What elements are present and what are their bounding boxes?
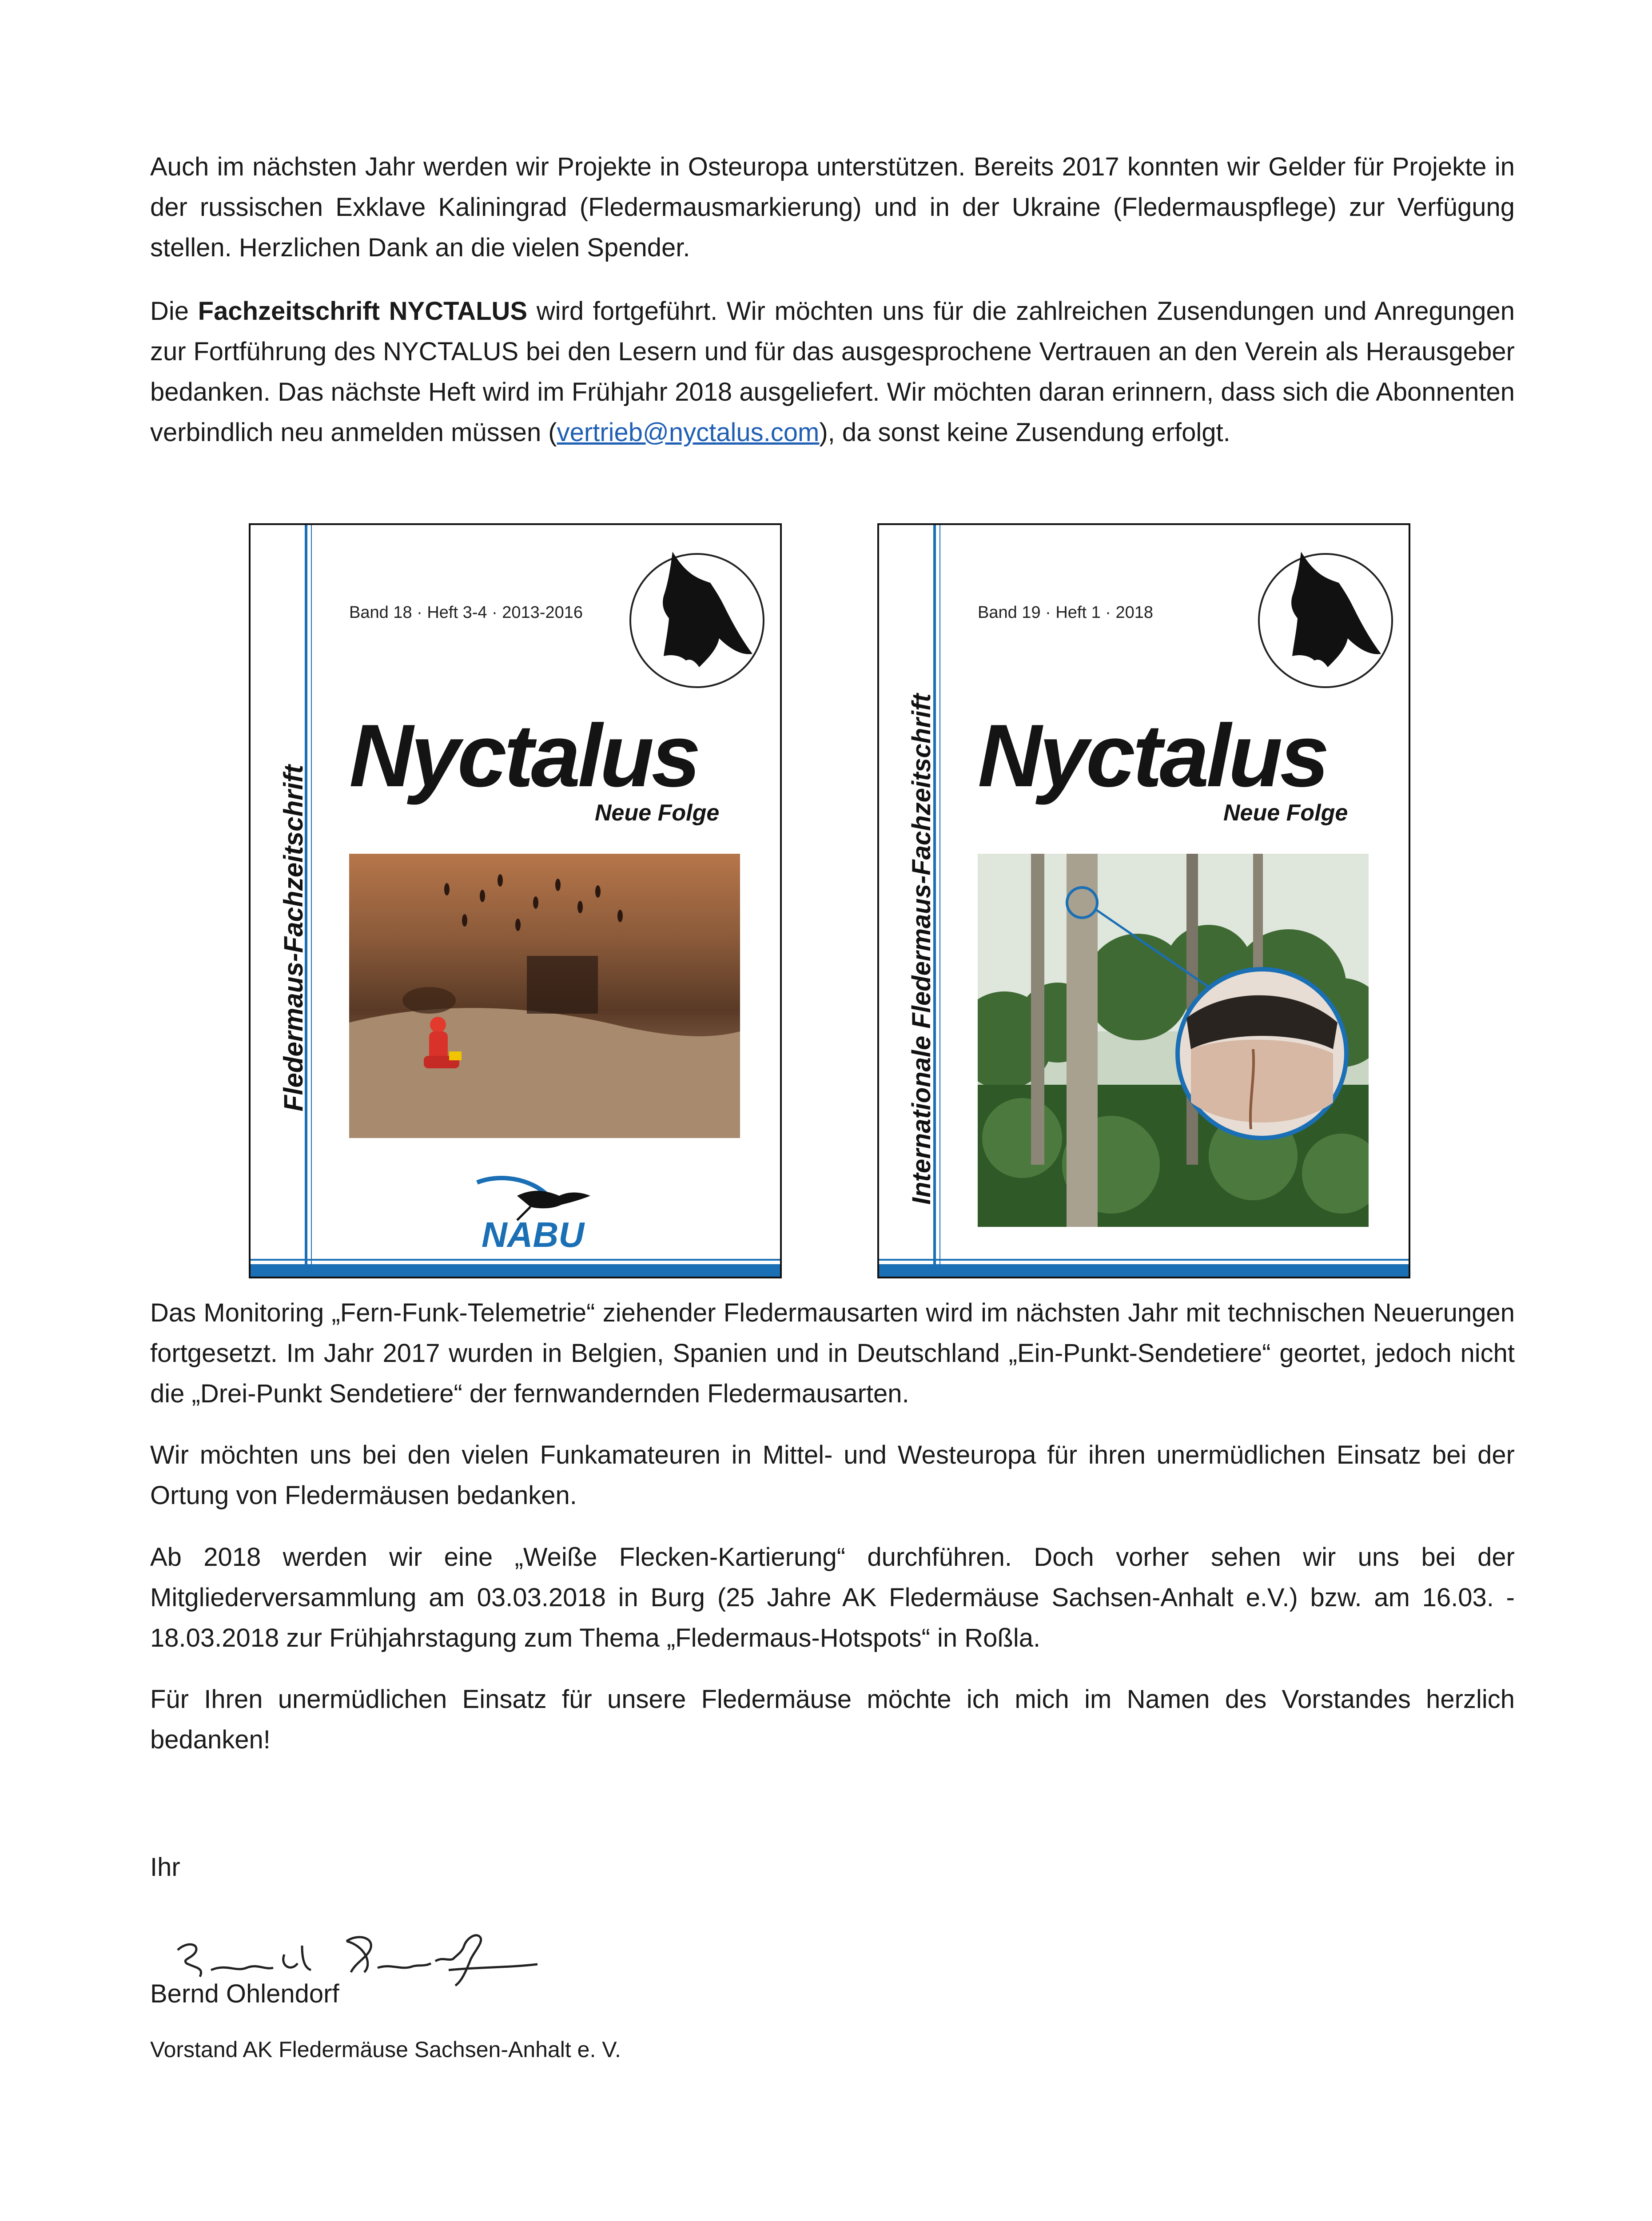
cover-subtitle: Neue Folge [595,800,720,826]
bat-logo-icon [619,534,766,703]
bat-logo-icon [1248,534,1394,703]
cover-side-text: Internationale Fledermaus-Fachzeitschrift [907,693,936,1205]
nabu-logo-icon [468,1165,610,1254]
cover-side-text: Fledermaus-Fachzeitschrift [279,764,308,1111]
cover-band-info: Band 19 · Heft 1 · 2018 [978,603,1154,622]
paragraph-osteuropa: Auch im nächsten Jahr werden wir Projekte in Osteuropa unterstützen. Bereits 2017 konnten wir Gelder für Projekte in der russischen Exklave Kaliningrad (Fledermausmarkierung) und in der Ukraine (Fledermauspflege) zur Verfügung stellen. Herzlichen Dank an die vielen Spender. [150,152,1515,262]
paragraph-kartierung: Ab 2018 werden wir eine „Weiße Flecken-Kartierung“ durchführen. Doch vorher sehen wir uns bei der Mitgliederversammlung am 03.03.2018 in Burg (25 Jahre AK Fledermäuse Sachsen-Anhalt e.V.) bzw. am 16.03. - 18.03.2018 zur Frühjahrstagung zum Thema „Fledermaus-Hotspots“ in Roßla. [150,1543,1515,1652]
paragraph-nyctalus-part-a: Die [150,297,198,326]
paragraph-dank: Für Ihren unermüdlichen Einsatz für unsere Fledermäuse möchte ich mich im Namen des Vorstandes herzlich bedanken! [150,1685,1515,1754]
email-link[interactable]: vertrieb@nyctalus.com [557,418,820,447]
cover-bottom-line [251,1259,780,1261]
paragraph-nyctalus-part-b: wird fortgeführt. Wir möchten uns für die zahlreichen Zusendungen und Anregungen zur Fortführung des NYCTALUS bei den Lesern und für das ausgesprochene Vertrauen an den Verein als Herausgeber bedanken. Das nächste Heft wird im Frühjahr 2018 ausgeliefert. Wir möchten daran erinnern, dass sich die Abonnenten verbindlich neu anmelden müssen ( [150,297,1515,447]
magazine-cover-right [877,523,1410,1278]
cover-bottom-bar [251,1264,780,1277]
cover-band-info: Band 18 · Heft 3-4 · 2013-2016 [349,603,583,622]
paragraph-nyctalus-part-c: ), da sonst keine Zusendung erfolgt. [819,418,1230,447]
cover-title: Nyctalus [978,706,1327,805]
cover-bottom-bar [879,1264,1409,1277]
signatory-role: Vorstand AK Fledermäuse Sachsen-Anhalt e. V. [150,2037,621,2062]
cover-subtitle: Neue Folge [1223,800,1348,826]
signatory-name: Bernd Ohlendorf [150,1979,339,2008]
magazine-cover-left [249,523,782,1278]
paragraph-nyctalus [150,291,1515,453]
cover-vertical-line-thin [311,525,312,1268]
forest-photo [978,854,1369,1227]
cover-title: Nyctalus [349,706,698,805]
cover-vertical-line-thin [939,525,940,1268]
nabu-logo-text: NABU [482,1215,585,1254]
cave-photo [349,854,740,1138]
paragraph-telemetrie: Das Monitoring „Fern-Funk-Telemetrie“ ziehender Fledermausarten wird im nächsten Jahr mit technischen Neuerungen fortgesetzt. Im Jahr 2017 wurden in Belgien, Spanien und in Deutschland „Ein-Punkt-Sendetiere“ geortet, jedoch nicht die „Drei-Punkt Sendetiere“ der fernwandernden Fledermausarten. [150,1298,1515,1408]
closing-greeting: Ihr [150,1853,180,1882]
cover-bottom-line [879,1259,1409,1261]
paragraph-funkamateure: Wir möchten uns bei den vielen Funkamateuren in Mittel- und Westeuropa für ihren unermüdlichen Einsatz bei der Ortung von Fledermäusen bedanken. [150,1441,1515,1510]
paragraph-nyctalus-bold: Fachzeitschrift NYCTALUS [198,297,528,326]
